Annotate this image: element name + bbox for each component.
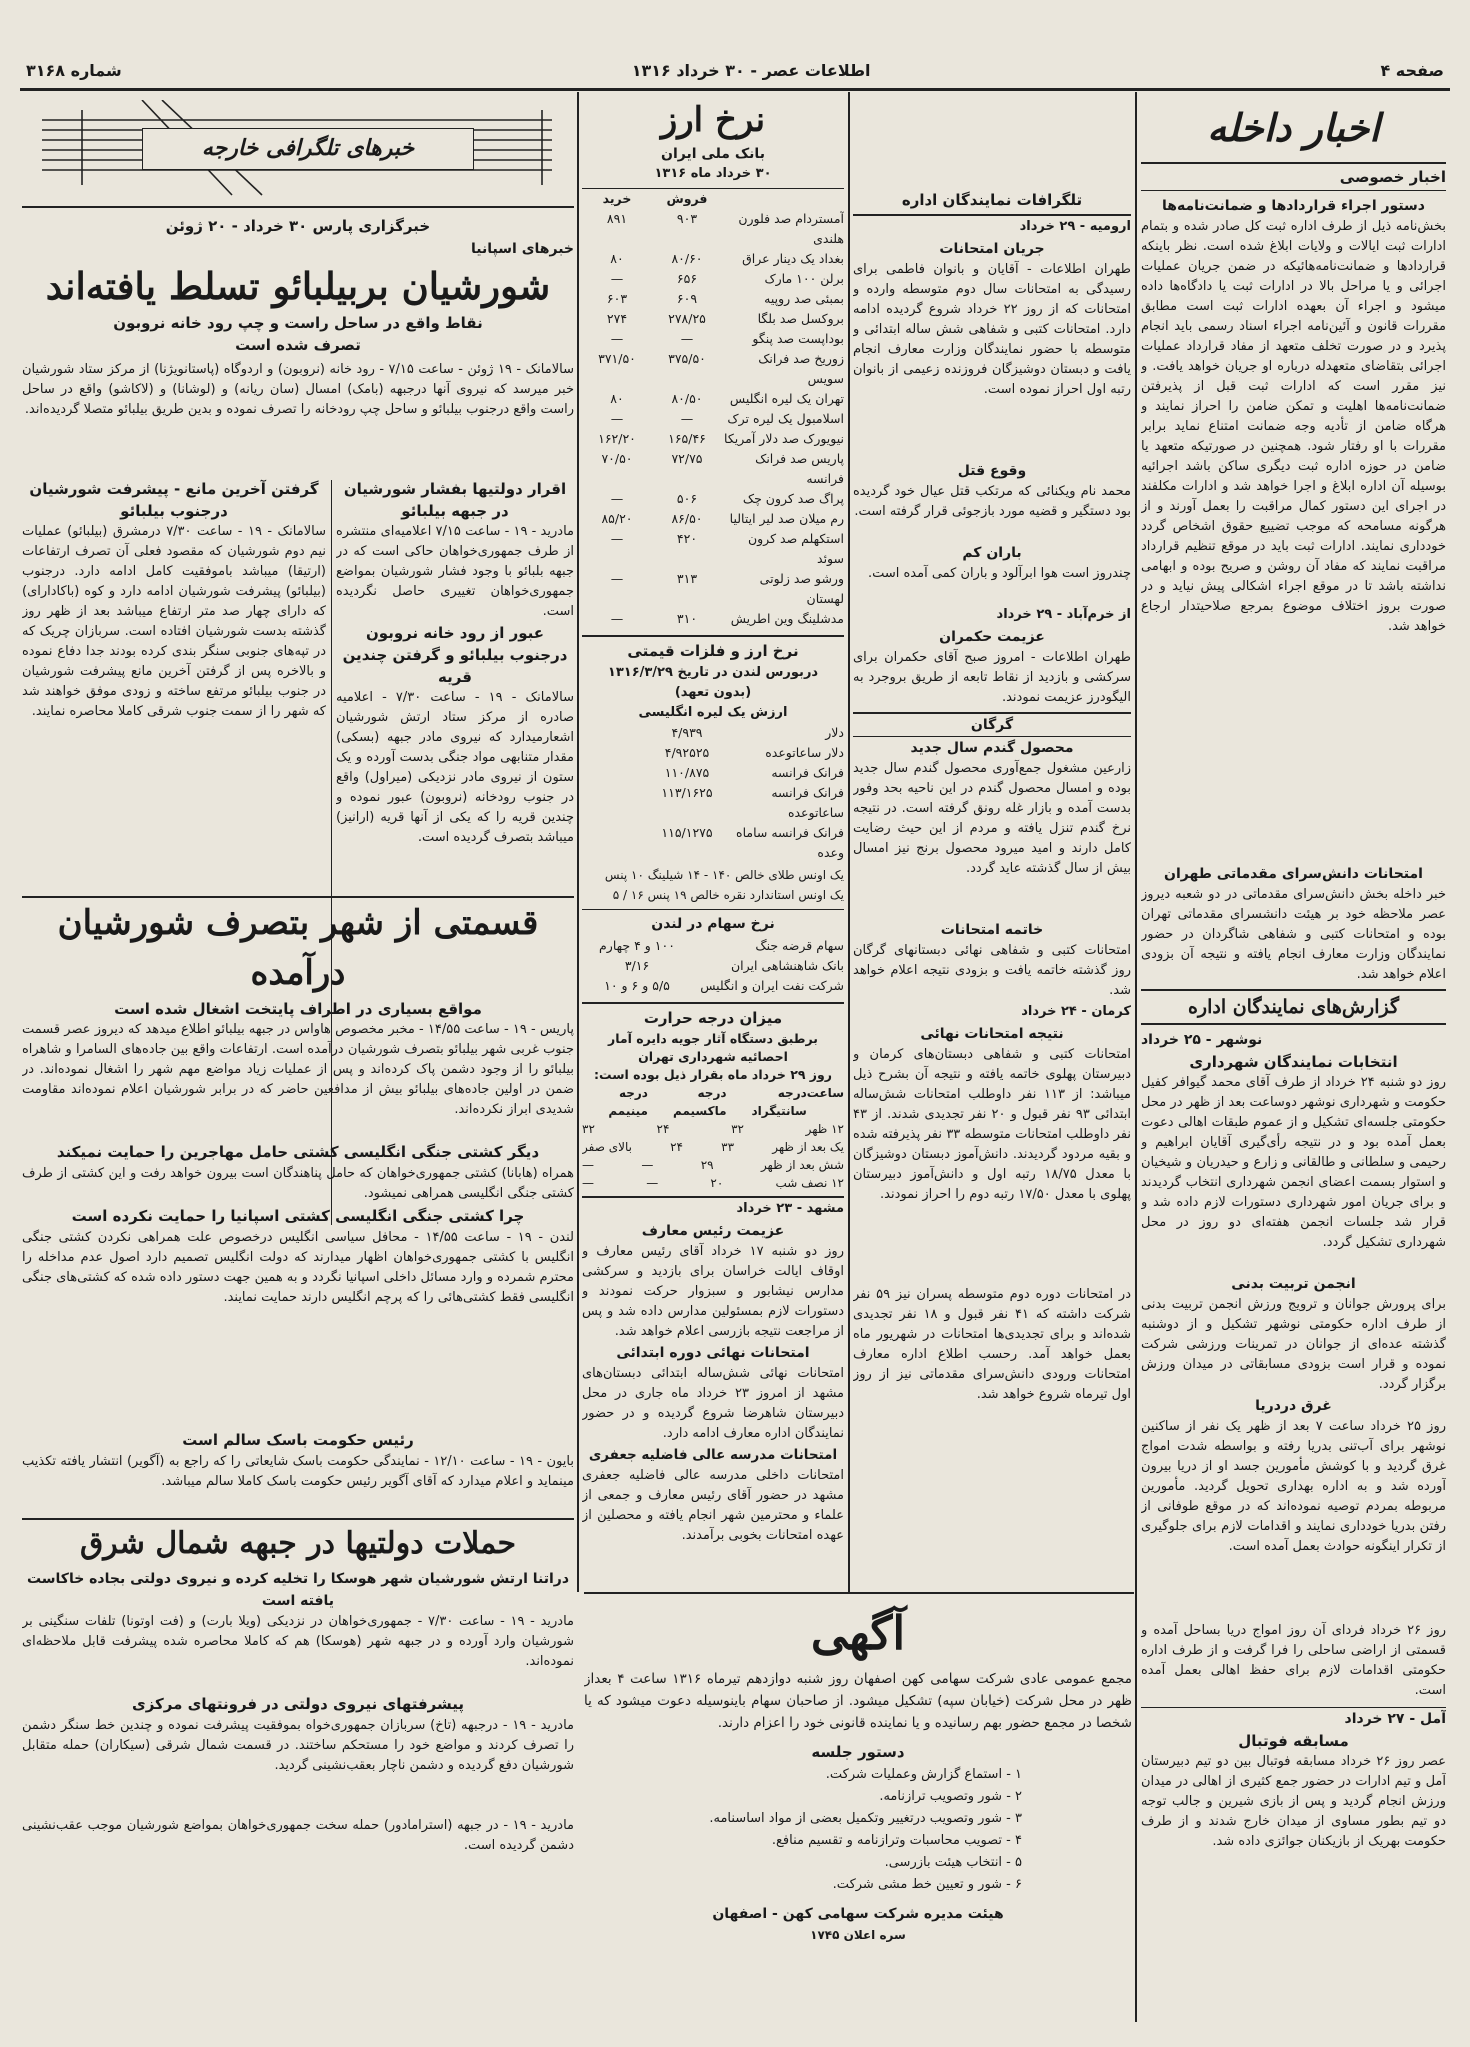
rate-row: [582, 349, 844, 389]
buy-rate: —: [610, 571, 624, 586]
temperature-row: [582, 1174, 844, 1191]
rate-row: [582, 569, 844, 609]
buy-rate: ۸۹۱: [606, 211, 628, 226]
rate-row: [582, 249, 844, 269]
share-name: بانک شاهنشاهی ایران: [730, 958, 844, 973]
end-exams-body: امتحانات کتبی و شفاهی نهائی دبستانهای گرگان روز گذشته خاتمه یافت و بزودی نتیجه اعلام خواهد شد.: [853, 943, 1131, 998]
lead-headline: دستور اجراء قراردادها و ضمانت‌نامه‌ها: [1161, 198, 1425, 214]
basque-body: بایون - ۱۹ - ساعت ۱۲/۱۰ - نمایندگی حکومت باسک شایعاتی را که راجع به (آگویر) انتشار یافته تکذیب مینماید و اعلام میدارد که آقای آگویر رئیس حکومت باسک کاملا سالم میباشد.: [22, 1454, 574, 1489]
buy-rate: —: [610, 411, 624, 426]
currency-name: رم میلان صد لیر ایتالیا: [729, 511, 844, 526]
currency-name: نیویورک صد دلار آمریکا: [724, 431, 844, 446]
rate-row: [582, 529, 844, 569]
headline-bilbao: شورشیان بربیلبائو تسلط یافته‌اند: [45, 264, 551, 308]
sell-rate: ۸۰/۶۰: [671, 251, 703, 266]
sell-rate: ۱۶۵/۴۶: [668, 431, 706, 446]
governor-headline: عزیمت حکمران: [939, 629, 1045, 645]
silver-rate: یک اونس استاندارد نقره خالص ۱۹ پنس ۱۶ / ۵: [612, 888, 844, 902]
headline-warship: دیگر کشتی جنگی انگلیسی کشتی حامل مهاجرین را حمایت نمیکند: [56, 1143, 540, 1161]
central-fronts-body: مادرید - ۱۹ - درجبهه (تاخ) سربازان جمهوری‌خواه بموفقیت پیشرفت نموده و چندین خط سنگر دشمن را تصرف کردند و مواضع خود را مستحکم ساختند. در قسمت شمال شرقی (سیکاران) حمله متقابل شورشیان دفع گردیده و دشمن ناچار بعقب‌نشینی گردید.: [22, 1718, 574, 1773]
currency-name: تهران یک لیره انگلیس: [729, 391, 844, 406]
notice-body: مجمع عمومی عادی شرکت سهامی کهن اصفهان روز شنبه دوازدهم تیرماه ۱۳۱۶ ساعت ۴ بعداز ظهر در محل شرکت (خیابان سپه) تشکیل میشود. از صاحبان سهام باینوسیله دعوت میشود که یا شخصا در مجمع حضور بهم رسانیده و یا نماینده قانونی خود را اعزام دارند.: [584, 1671, 1132, 1731]
school-exams-headline: امتحانات مدرسه عالی فاضلیه جعفری: [588, 1447, 838, 1463]
dateline-khorramabad: از خرم‌آباد - ۲۹ خرداد: [996, 607, 1131, 622]
agenda-item: ۶ - شور و تعیین خط مشی شرکت.: [832, 1877, 1022, 1892]
headline-pressure: اقرار دولتیها بفشار شورشیان در جبهه بیلبائو: [343, 480, 567, 520]
temperature-subtitle-2: احصائیه شهرداری تهران: [638, 1049, 788, 1064]
telegraph-column: [853, 186, 1131, 1586]
london-value: ۱۱۳/۱۶۲۵: [661, 785, 713, 800]
buy-column-header: خرید: [602, 191, 632, 206]
temperature-cell: ۱۲ ظهر: [805, 1122, 844, 1136]
temperature-title: میزان درجه حرارت: [643, 1009, 783, 1027]
notice-title: آگهی: [810, 1606, 906, 1660]
sell-rate: ۴۲۰: [676, 531, 698, 546]
wheat-headline: محصول گندم سال جدید: [910, 740, 1074, 756]
notice-box: [584, 1598, 1132, 2016]
buy-rate: ۸۰: [610, 391, 624, 406]
warship-body: همراه (هابانا) کشتی جمهوری‌خواهان که حامل پناهندگان است بیرون خواهد رفت و این کشتی از طرف کشتی جنگی انگلیسی همراهی نمیشود.: [22, 1166, 574, 1201]
drowning-body: روز ۲۵ خرداد ساعت ۷ بعد از ظهر یک نفر از ساکنین نوشهر برای آب‌تنی بدریا رفته و بواسطه شدت امواج غرق گردید و با کوشش مأمورین جسد او از دریا بیرون آورده شد و به اداره بهداری تحویل گردید. مأمورین مربوطه بمردم توصیه نموده‌اند که در موقع طوفانی از رفتن بدریا خودداری نمایند و اقدامات لازم برای جلوگیری از تکرار اینگونه حوادث بعمل آمده است.: [1141, 1419, 1446, 1554]
temperature-cell: ۳۳: [721, 1140, 735, 1154]
wheat-body: زارعین مشغول جمع‌آوری محصول گندم سال جدید بوده و امسال محصول گندم در این ناحیه بحد وفور بدست آمده و بازار غله رونق گرفته است. در نتیجه نرخ گندم تنزل یافته و مردم از این حیث رضایت کامل دارند و امید میرود محصول برنج نیز امسال بیش از سال گذشته عاید گردد.: [853, 761, 1131, 876]
end-exams-headline: خاتمه امتحانات: [940, 922, 1044, 938]
dateline-mashhad: مشهد - ۲۳ خرداد: [736, 1201, 844, 1216]
rates-title: نرخ ارز: [660, 100, 766, 140]
shares-title: نرخ سهام در لندن: [651, 916, 775, 932]
share-row: [582, 936, 844, 956]
share-value: ۵/۵ و ۶ و ۱۰: [604, 978, 670, 993]
rate-row: [582, 289, 844, 309]
spacer: [582, 823, 652, 863]
currency-name: بروکسل صد بلگا: [757, 311, 844, 326]
rate-row: [582, 329, 844, 349]
rate-row: [582, 449, 844, 489]
sell-rate: —: [680, 411, 694, 426]
sell-rate: ۸۰/۵۰: [671, 391, 703, 406]
rates-date: ۳۰ خرداد ماه ۱۳۱۶: [654, 166, 772, 181]
agenda-item: ۱ - استماع گزارش وعملیات شرکت.: [825, 1767, 1022, 1782]
primary-exams-body: امتحانات نهائی شش‌ساله ابتدائی دبستان‌های مشهد از امروز ۲۳ خرداد ماه جاری در محل دبیرستان شاهرضا شروع گردیده و در حضور نمایندگان اداره معارف ادامه دارد.: [582, 1366, 844, 1441]
dateline-gorgan: گرگان: [970, 717, 1014, 733]
notice-reference: سره اعلان ۱۷۴۵: [810, 1928, 906, 1942]
telegraph-headline: تلگرافات نمایندگان اداره: [901, 191, 1083, 209]
gold-rate: یک اونس طلای خالص ۱۴۰ - ۱۴ شیلینگ ۱۰ پنس: [604, 868, 844, 882]
sell-rate: ۵۰۶: [676, 491, 698, 506]
buy-rate: —: [610, 491, 624, 506]
currency-name: فرانک فرانسه ساعاتوعده: [771, 785, 844, 820]
buy-rate: —: [610, 531, 624, 546]
headline-northeast-sub: دراتنا ارتش شورشیان شهر هوسکا را تخلیه کرده و نیروی دولتی بجاده خاکاست یافته است: [26, 1571, 570, 1609]
share-row: [582, 956, 844, 976]
temperature-row: [582, 1120, 844, 1138]
temperature-cell: ۲۰: [710, 1176, 724, 1190]
buy-rate: ۸۵/۲۰: [601, 511, 633, 526]
buy-rate: ۶۰۳: [606, 291, 628, 306]
why-warship-body: لندن - ۱۹ - ساعت ۱۴/۵۵ - محافل سیاسی انگلیس درخصوص علت همراهی نکردن کشتی جنگی انگلیس با کشتی جمهوری‌خواهان اظهار میدارند که دولت انگلیس تصمیم دارد اصول عدم مداخله را محترم شمرده و وارد مسائل داخلی اسپانیا نگردد و به همین جهت دستور داده شده که کشتی‌های جنگی انگلیسی فقط کشتی‌هائی را که پرچم انگلیس دارند حمایت نمایند.: [22, 1230, 574, 1305]
spacer: [582, 763, 652, 783]
primary-exams-headline: امتحانات نهائی دوره ابتدائی: [616, 1345, 810, 1361]
council-body: روز دو شنبه ۲۴ خرداد از طرف آقای محمد گیوافر کفیل حکومت و شهرداری نوشهر دوساعت بعد از ظهر در محل حکومتی جلسه‌ای تشکیل و از عموم طبقات اهالی دعوت بعمل آمده بود و در نتیجه رأی‌گیری آقایان ابراهیم و رحیمی و سلطانی و طالقانی و زارع و حیدریان و شیخیان و استوار بسمت اعضای انجمن شهرداری انتخاب گردیدند و برای جریان امور شهرداری دستورات لازم داده شد و قرار شد جلسات انجمن هفته‌ای دو روز در محل شهرداری تشکیل گردد.: [1141, 1075, 1446, 1250]
buy-rate: ۲۷۴: [606, 311, 628, 326]
headline-river: عبور از رود خانه نروبون درجنوب بیلبائو و گرفتن چندین قریه: [342, 624, 568, 686]
rate-row: [582, 269, 844, 289]
exam-body: خبر داخله بخش دانش‌سرای مقدماتی در دو شعبه دیروز عصر ملاحظه خود بر هیئت دانشسرای مقدماتی تهران بوده و امتحانات کتبی و شفاهی شاگردان در حضور نمایندگان وزارت معارف انجام یافته و نتیجه آن بزودی اعلام خواهد شد.: [1141, 887, 1446, 982]
temperature-column-header: درجه سانتیگراد: [751, 1086, 807, 1118]
currency-name: بغداد یک دینار عراق: [742, 251, 844, 266]
lead-body: بخش‌نامه ذیل از طرف اداره ثبت کل صادر شده و بتمام ادارات ثبت ایالات و ولایات ابلاغ شده است. نظر باینکه قراردادها و ضمانت‌نامه‌هائیکه در ضمن جریان عملیات اجرائی و یا مراحل بالا در ادارات ثبت یا دادگاه‌ها داده میشود و اجراء آن بعهده ادارات ثبت است مطابق مقررات قانون و آئین‌نامه اجراء اسناد رسمی باید انجام پذیرد و در صورت تخلف متعهد از مفاد قرارداد عملیات اجرائی بتقاضای متعهدله درباره او جریان خواهد یافت. و نیز مقرر است که ادارات ثبت قبل از پذیرفتن ضمانت‌نامه‌ها اهلیت و تمکن ضامن را احراز نمایند و هرگاه ضامن از تأدیه وجه ضمانت امتناع نماید برابر مقررات با او رفتار شود. همچنین در صورتیکه متعهد یا ضامن در حوزه اداره ثبت دیگری ساکن باشد اجرائیه بوسیله آن اداره ابلاغ و اجرا خواهد شد و ادارات مکلفند در اجرای این دستور کمال مراقبت را بعمل آورند و از هرگونه مسامحه که موجب تضییع حقوق اشخاص گردد خودداری نمایند. ادارات ثبت باید در موقع تنظیم قرارداد مراقبت نمایند که مفاد آن روشن و صریح بوده و ابهامی نداشته باشد تا در موقع اجراء اشکالی پیش نیاید و در صورت بروز اختلاف موضوع بمرجع صلاحیتدار ارجاع خواهد شد.: [1141, 219, 1446, 634]
temperature-column-header: درجه مینیمم: [608, 1086, 648, 1118]
rate-row: [582, 609, 844, 629]
council-headline: انتخابات نمایندگان شهرداری: [1189, 1053, 1398, 1071]
foreign-lower: [22, 896, 574, 2016]
results-headline: نتیجه امتحانات نهائی: [920, 1026, 1064, 1042]
share-row: [582, 976, 844, 996]
spacer: [582, 723, 652, 743]
currency-name: زوریخ صد فرانک سویس: [758, 351, 844, 386]
governor-body: طهران اطلاعات - امروز صبح آقای حکمران برای سرکشی و بازدید از نقاط تابعه از طریق بروجرد به الیگودرز عزیمت نمودند.: [853, 650, 1131, 705]
page-number: صفحه ۴: [1380, 61, 1444, 80]
sell-rate: ۳۱۰: [676, 611, 698, 626]
spacer: [582, 743, 652, 763]
paper-title-date: اطلاعات عصر - ۳۰ خرداد ۱۳۱۶: [631, 61, 871, 80]
shares-table: [582, 936, 844, 996]
reports-headline: گزارش‌های نمایندگان اداره: [1187, 996, 1400, 1018]
results-body: امتحانات کتبی و شفاهی دبستان‌های کرمان و دبیرستان پهلوی خاتمه یافته و نتیجه آن بشرح ذیل میباشد: از ۱۱۳ نفر داوطلب امتحانات شش‌ساله ابتدائی ۹۳ نفر قبول و ۲۰ نفر تجدیدی شدند. از ۴۳ نفر داوطلب امتحانات متوسطه ۳۳ نفر پذیرفته شده و بقیه مردود گردیدند. دانش‌آموز دبستان دوشیزگان با معدل ۱۸/۷۵ رتبه اول و دانش‌آموز دبیرستان پهلوی با معدل ۱۷/۵۰ رتبه دوم را احراز نمودند.: [853, 1047, 1131, 1202]
rates-bank: بانک ملی ایران: [661, 146, 765, 162]
currency-name: اسلامبول یک لیره ترک: [727, 411, 844, 426]
currency-name: دلار: [825, 725, 844, 740]
river-body: سالامانک - ۱۹ - ساعت ۷/۳۰ - اعلامیه صادره از مرکز ستاد ارتش شورشیان اشعارمیدارد که نیروی مادر جبهه (بسکی) مقدار متنابهی مواد جنگی بدست آورده و یک ستون از نیروی مادر نزدیکی (میراول) واقع در جنوب رودخانه (نروبون) عبور نموده و چندین قریه را که یکی از آنها قریه (ارانیز) میباشد بتصرف گردیده است.: [336, 690, 574, 845]
metals-title: نرخ ارز و فلزات قیمتی: [627, 642, 799, 660]
headline-city-part: قسمتی از شهر بتصرف شورشیان درآمده: [57, 903, 539, 993]
exams-body: طهران اطلاعات - آقایان و بانوان فاطمی برای رسیدگی به امتحانات سال دوم متوسطه وارده و امتحانات که از روز ۲۲ خرداد شروع گردیده ادامه دارد. امتحانات کتبی و شفاهی شش ساله ابتدائی و متوسطه با حضور نمایندگان وزارت معارف انجام یافت و دبستان دوشیزگان فروزنده زعیمی از بانوان رتبه اول احراز نموده است.: [853, 262, 1131, 397]
currency-name: آمستردام صد فلورن هلندی: [738, 211, 844, 246]
city-part-body: پاریس - ۱۹ - ساعت ۱۴/۵۵ - مخبر مخصوص هاواس در جبهه بیلبائو اطلاع میدهد که دیروز عصر قسمت جنوب غربی شهر بیلبائو بتصرف شورشیان درآمده است. ارتفاعات واقع بین جاده‌های السامرا و شاهراه بیلبائو را از وجود دشمن پاک کرده‌اند و پس از عملیات زیاد مواضع مهم شهر را اشغال نموده‌اند. در ضمن در اولین جاده‌های بیلبائو بیش از مدافعین حاضر که در برابر شورشیان اعلام نموده‌اند مقاومت شدیدی ابراز نکرده‌اند.: [22, 1022, 574, 1117]
results-body-2: در امتحانات دوره دوم متوسطه پسران نیز ۵۹ نفر شرکت داشته که ۴۱ نفر قبول و ۱۸ نفر تجدیدی شده‌اند و برای تجدیدی‌ها امتحانات در شهریور ماه بعمل خواهد آمد. رحسب اطلاع اداره معارف امتحانات ورودی دانش‌سرای مقدماتی نیز از روز اول تیرماه شروع خواهد شد.: [853, 1287, 1131, 1402]
shore-body: روز ۲۶ خرداد فردای آن روز امواج دریا بساحل آمده و قسمتی از اراضی ساحلی را فرا گرفت و از طرف اداره حکومتی اقدامات لازم برای حفظ اهالی بعمل آمده است.: [1141, 1623, 1446, 1698]
temperature-cell: یک بعد از ظهر: [772, 1140, 844, 1154]
rates-table: [582, 209, 844, 629]
temperature-column-header: درجه ماکسیمم: [673, 1086, 727, 1118]
headline-bilbao-sub-2: تصرف شده است: [235, 336, 361, 354]
temperature-table: [582, 1084, 844, 1191]
temperature-header-row: [582, 1084, 844, 1120]
temperature-cell: بالای صفر: [582, 1140, 632, 1154]
rate-row: [582, 509, 844, 529]
currency-name: بوداپست صد پنگو: [752, 331, 844, 346]
sell-rate: ۸۶/۵۰: [671, 511, 703, 526]
rain-headline: باران کم: [962, 545, 1022, 561]
buy-rate: ۸۰: [610, 251, 624, 266]
london-date: دربورس لندن در تاریخ ۱۳۱۶/۳/۲۹: [607, 665, 819, 680]
buy-rate: ۱۶۲/۲۰: [598, 431, 636, 446]
domestic-column: [1141, 96, 1446, 2016]
currency-name: بمبئی صد روپیه: [764, 291, 844, 306]
bilbao-body: سالامانک - ۱۹ ژوئن - ساعت ۷/۱۵ - رود خانه (نروبون) و اردوگاه (پاستانویژنا) از مرکز ستاد شورشیان خبر میرسد که نیروی آنها درجبهه (بامک) امسال (سان ریانه) و (لوشانا) و (لاکاشو) واقع در ساحل راست واقع درجنوب بیلبائو و ساحل چپ رودخانه را تصرف نموده و بدین طریق بیلبائو متصلا گردیده‌اند.: [22, 362, 574, 417]
notice-signature: هیئت مدیره شرکت سهامی کهن - اصفهان: [712, 1906, 1004, 1922]
school-exams-body: امتحانات داخلی مدرسه عالی فاضلیه جعفری مشهد در حضور آقای رئیس معارف و جمعی از علماء و محترمین شهر انجام یافته و محصلین از عهده امتحانات بخوبی برآمدند.: [582, 1468, 844, 1543]
no-commitment: (بدون تعهد): [674, 685, 752, 700]
currency-name: دلار ساعاتوعده: [765, 745, 844, 760]
rate-row: [582, 309, 844, 329]
temperature-row: [582, 1156, 844, 1174]
dateline-urmia: ارومیه - ۲۹ خرداد: [1019, 219, 1131, 234]
temperature-cell: —: [646, 1176, 659, 1190]
rate-row: [582, 489, 844, 509]
temperature-cell: ۲۹: [700, 1158, 714, 1172]
headline-basque: رئیس حکومت باسک سالم است: [182, 1431, 414, 1449]
temperature-subtitle-3: روز ۲۹ خرداد ماه بقرار ذیل بوده است:: [594, 1067, 832, 1082]
temperature-cell: —: [641, 1158, 654, 1172]
headline-central-fronts: پیشرفتهای نیروی دولتی در فرونتهای مرکزی: [131, 1695, 465, 1713]
rate-row: [582, 429, 844, 449]
edu-chief-body: روز دو شنبه ۱۷ خرداد آقای رئیس معارف و اوقاف ایالت خراسان برای بازدید و سرکشی مدارس نیشابور و سبزوار حرکت نمودند و دستورات لازم بمسئولین مدارس داده شد و پس از مراجعت نتیجه بازرسی اعلام خواهد شد.: [582, 1244, 844, 1339]
central-fronts-body-2: مادرید - ۱۹ - در جبهه (استرامادور) حمله‌ سخت جمهوری‌خواهان بمواضع شورشیان موجب عقب‌نشینی دشمن گردیده است.: [22, 1818, 574, 1853]
spacer: [582, 783, 652, 823]
dateline-amol: آمل - ۲۷ خرداد: [1344, 1711, 1446, 1727]
drowning-headline: غرق دردریا: [1255, 1398, 1332, 1414]
pressure-body: مادرید - ۱۹ - ساعت ۷/۱۵ اعلامیه‌ای منتشره از طرف جمهوری‌خواهان حاکی است که در جبهه بلبائو با وجود فشار شورشیان بمواضع جمهوری‌خواهان تغییری حاصل نگردیده است.: [336, 524, 574, 619]
buy-rate: ۳۷۱/۵۰: [598, 351, 636, 366]
london-value: ۱۱۰/۸۷۵: [664, 765, 710, 780]
share-name: شرکت نفت ایران و انگلیس: [700, 978, 844, 993]
youth-body: برای پرورش جوانان و ترویج ورزش انجمن تربیت بدنی از طرف اداره حکومتی نوشهر تشکیل و از دوشنبه گذشته عده‌ای از جوانان در تمرینات ورزشی شرکت نموده و قرار است بزودی مسابقاتی در میدان ورزش برگزار گردد.: [1141, 1297, 1446, 1392]
headline-bilbao-sub: نقاط واقع در ساحل راست و چپ رود خانه نروبون: [113, 314, 483, 332]
london-table: [582, 723, 844, 863]
rate-row: [582, 409, 844, 429]
temperature-cell: ۳۲: [582, 1122, 595, 1136]
buy-rate: —: [610, 331, 624, 346]
foreign-banner-title: خبرهای تلگرافی خارجه: [201, 135, 415, 161]
headline-last-obstacle: گرفتن آخرین مانع - پیشرفت شورشیان درجنوب بیلبائو: [29, 480, 319, 520]
domestic-title: اخبار داخله: [1207, 105, 1380, 150]
currency-name: استکهلم صد کرون سوئد: [747, 531, 844, 566]
london-row: [582, 783, 844, 823]
masthead: [20, 56, 1450, 90]
exams-headline: جریان امتحانات: [939, 241, 1045, 257]
dateline-kerman: کرمان - ۲۴ خرداد: [1021, 1004, 1131, 1019]
currency-name: برلن ۱۰۰ مارک: [764, 271, 844, 286]
rates-header-row: [582, 189, 844, 209]
pars-agency-line: خبرگزاری پارس ۳۰ خرداد - ۲۰ ژوئن: [165, 217, 431, 235]
sell-rate: ۳۱۳: [676, 571, 698, 586]
sell-rate: ۹۰۳: [676, 211, 698, 226]
temperature-cell: شش بعد از ظهر: [760, 1158, 844, 1172]
football-body: عصر روز ۲۶ خرداد مسابقه فوتبال بین دو تیم دبیرستان آمل و تیم ادارات در حضور جمع کثیری از اهالی در میدان ورزش انجام گردید و پس از بازی شیرین و جالب توجه دو تیم بطور مساوی از میدان خارج شدند و از طرف حکومت بهریک از بازیکنان جوائزی داده شد.: [1141, 1754, 1446, 1849]
temperature-subtitle-1: برطبق دستگاه آثار جویه دایره آمار: [608, 1031, 818, 1046]
sell-rate: —: [680, 331, 694, 346]
issue-number: شماره ۳۱۶۸: [26, 61, 122, 80]
share-name: سهام قرضه جنگ: [755, 938, 844, 953]
agenda-item: ۴ - تصویب محاسبات وترازنامه و تقسیم منافع.: [771, 1833, 1022, 1848]
agenda-list: [584, 1764, 1132, 1896]
youth-headline: انجمن تربیت بدنی: [1231, 1276, 1356, 1292]
murder-body: محمد نام ویکنائی که مرتکب قتل عیال خود گردیده بود دستگیر و قضیه مورد بازجوئی قرار گرفته است.: [853, 484, 1131, 519]
foreign-banner: [22, 96, 574, 208]
agenda-item: ۲ - شور وتصویب ترازنامه.: [879, 1789, 1022, 1804]
buy-rate: ۷۰/۵۰: [601, 451, 633, 466]
mashhad-section: [582, 1196, 844, 1591]
special-news-label: اخبار خصوصی: [1339, 168, 1446, 186]
temperature-cell: ۲۴: [656, 1122, 670, 1136]
temperature-cell: ۱۲ نصف شب: [775, 1176, 844, 1190]
temperature-row: [582, 1138, 844, 1156]
temperature-column-header: ساعت: [806, 1086, 844, 1100]
london-value: ۴/۹۳۹: [671, 725, 703, 740]
agenda-item: ۳ - شور وتصویب درتغییر وتکمیل بعضی از مواد اساسنامه.: [709, 1811, 1022, 1826]
spain-news-label: خبرهای اسپانیا: [471, 241, 574, 257]
foreign-col-left: [22, 478, 326, 898]
rain-body: چندروز است هوا ابرآلود و باران کمی آمده است.: [867, 566, 1131, 581]
football-headline: مسابقه فوتبال: [1238, 1732, 1349, 1750]
headline-why-warship: چرا کشتی جنگی انگلیسی کشتی اسپانیا را حمایت نکرده است: [71, 1207, 525, 1225]
last-obstacle-body: سالامانک - ۱۹ - ساعت ۷/۳۰ درمشرق (بیلبائو) عملیات نیم دوم شورشیان که مقصود فعلی آن تصرف ارتفاعات (ارتیقا) میباشد باموفقیت کامل ادامه دارد. درجنوب (بیلبائو) پیشرفت شورشیان ادامه دارد و کوه (باکادارای) که دارای چهار صد متر ارتفاع میباشد بعد از ظهر روز گذشته بدست شورشیان افتاده است. سربازان چریک که در تپه‌های جنوبی سنگر بندی کرده بودند جدا دفاع نموده و بالاخره پس از گرفتن آخرین مانع پیشرفت شورشیان در جنوب بیلبائو مرتفع ساخته و زودی موفق خواهند شد که شهر را از سمت جنوب شرقی کاملا محاصره نمایند.: [22, 524, 326, 719]
sell-column-header: فروش: [666, 191, 708, 206]
london-row: [582, 743, 844, 763]
buy-rate: —: [610, 611, 624, 626]
temperature-cell: ۳۲: [731, 1122, 744, 1136]
temperature-cell: —: [582, 1158, 595, 1172]
currency-name: پاریس صد فرانک فرانسه: [755, 451, 844, 486]
currency-name: مدشلینگ وین اطریش: [730, 611, 844, 626]
per-pound-label: ارزش یک لیره انگلیسی: [638, 705, 788, 720]
murder-headline: وقوع قتل: [957, 463, 1027, 479]
headline-northeast: حملات دولتیها در جبهه شمال شرق: [79, 1526, 517, 1561]
sell-rate: ۷۲/۷۵: [671, 451, 703, 466]
rates-column: [582, 96, 844, 1191]
sell-rate: ۳۷۵/۵۰: [668, 351, 706, 366]
london-row: [582, 723, 844, 743]
temperature-cell: ۲۴: [670, 1140, 683, 1154]
temperature-cell: —: [582, 1176, 595, 1190]
sell-rate: ۲۷۸/۲۵: [668, 311, 706, 326]
agenda-item: ۵ - انتخاب هیئت بازرسی.: [884, 1855, 1022, 1870]
exam-headline: امتحانات دانش‌سرای مقدماتی طهران: [1164, 866, 1423, 882]
sell-rate: ۶۵۶: [676, 271, 698, 286]
currency-name: فرانک فرانسه ساماه وعده: [736, 825, 844, 860]
currency-name: ورشو صد زلوتی لهستان: [759, 571, 844, 606]
london-row: [582, 763, 844, 783]
london-row: [582, 823, 844, 863]
currency-name: فرانک فرانسه: [771, 765, 844, 780]
currency-name: پراگ صد کرون چک: [742, 491, 844, 506]
buy-rate: —: [610, 271, 624, 286]
foreign-col-right: [336, 478, 574, 898]
headline-city-part-sub: مواقع بسیاری در اطراف پایتخت اشغال شده است: [114, 1000, 482, 1018]
rate-row: [582, 389, 844, 409]
dateline-nowshahr: نوشهر - ۲۵ خرداد: [1141, 1032, 1263, 1048]
share-value: ۱۰۰ و ۴ چهارم: [599, 938, 675, 953]
rate-row: [582, 209, 844, 249]
agenda-headline: دستور جلسه: [811, 1743, 905, 1761]
london-value: ۱۱۵/۱۲۷۵: [661, 825, 713, 840]
share-value: ۳/۱۶: [624, 958, 650, 973]
sell-rate: ۶۰۹: [676, 291, 698, 306]
london-value: ۴/۹۲۵۲۵: [664, 745, 710, 760]
northeast-body: مادرید - ۱۹ - ساعت ۷/۳۰ - جمهوری‌خواهان در نزدیکی (ویلا بارت) و (فت اوتونا) تلفات سنگینی بر شورشیان وارد آورده و در جبهه شهر (هوسکا) هم که کاملا محاصره شده پیشرفت قابل ملاحظه‌ای نموده‌اند.: [22, 1614, 574, 1669]
edu-chief-headline: عزیمت رئیس معارف: [641, 1223, 785, 1239]
